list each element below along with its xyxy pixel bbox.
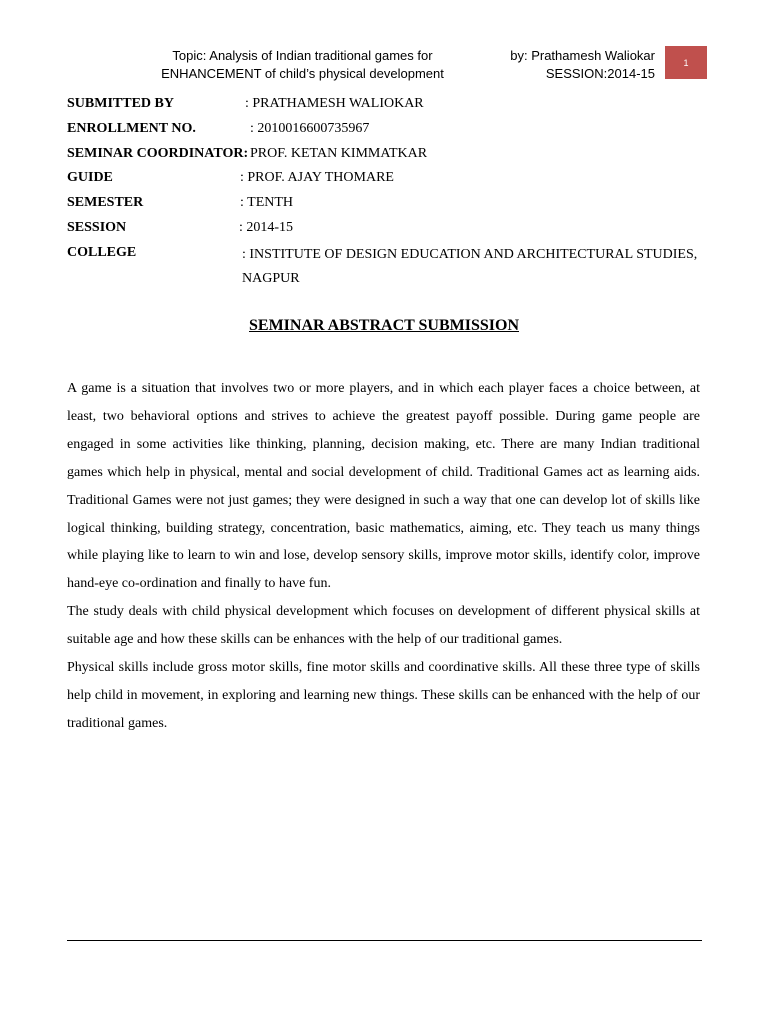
info-row-semester [67, 193, 707, 218]
header-topic-line1: Topic: Analysis of Indian traditional games for [172, 48, 433, 63]
info-row-guide [67, 168, 707, 193]
info-row-coordinator [67, 144, 707, 169]
info-value: : 2010016600735967 [250, 120, 370, 136]
header-topic [130, 47, 475, 83]
info-label: SUBMITTED BY [67, 96, 174, 111]
page-number: 1 [683, 57, 689, 68]
info-row-enrollment [67, 119, 707, 144]
info-value: : PRATHAMESH WALIOKAR [245, 96, 424, 111]
header-topic-line2: ENHANCEMENT of child’s physical development [161, 66, 444, 81]
info-label: SEMINAR COORDINATOR: [67, 145, 249, 161]
info-value: PROF. KETAN KIMMATKAR [250, 145, 428, 161]
footer-divider [67, 940, 702, 941]
info-row-session [67, 218, 707, 243]
info-value: : TENTH [240, 195, 294, 211]
submission-info [67, 94, 707, 291]
abstract-paragraph: A game is a situation that involves two or more players, and in which each player faces a choice between, at least, two behavioral options and strives to achieve the greatest payoff possible. During game people are engaged in some activities like thinking, planning, decision making, etc. There are many Indian traditional games which help in physical, mental and social development of child. Traditional Games act as learning aids. Traditional Games were not just games; they were designed in such a way that one can develop lot of skills like logical thinking, building strategy, concentration, basic mathematics, aiming, etc. They teach us many things while playing like to learn to win and lose, develop sensory skills, improve motor skills, identify color, improve hand-eye co-ordination and finally to have fun. [67, 381, 700, 592]
info-label: COLLEGE [67, 244, 137, 260]
info-label: GUIDE [67, 170, 113, 186]
info-row-submitted-by [67, 94, 707, 119]
info-value: : 2014-15 [239, 219, 294, 235]
page-title: SEMINAR ABSTRACT SUBMISSION [249, 317, 519, 334]
info-label: ENROLLMENT NO. [67, 120, 196, 136]
header-author-session [460, 47, 655, 83]
info-row-college [67, 243, 707, 291]
abstract-body [67, 375, 700, 738]
page-number-badge [665, 46, 707, 79]
header-author: by: Prathamesh Waliokar [510, 48, 655, 63]
info-value: : INSTITUTE OF DESIGN EDUCATION AND ARCHITECTURAL STUDIES, NAGPUR [242, 246, 698, 286]
info-value: : PROF. AJAY THOMARE [240, 170, 394, 186]
abstract-paragraph: The study deals with child physical development which focuses on development of different physical skills at suitable age and how these skills can be enhances with the help of our traditional games. [67, 604, 700, 648]
header-session: SESSION:2014-15 [545, 66, 655, 81]
info-label: SESSION [67, 219, 127, 235]
abstract-paragraph: Physical skills include gross motor skills, fine motor skills and coordinative skills. All these three type of skills help child in movement, in exploring and learning new things. These skills can be enhanced with the help of our traditional games. [67, 660, 700, 731]
info-label: SEMESTER [67, 195, 144, 211]
